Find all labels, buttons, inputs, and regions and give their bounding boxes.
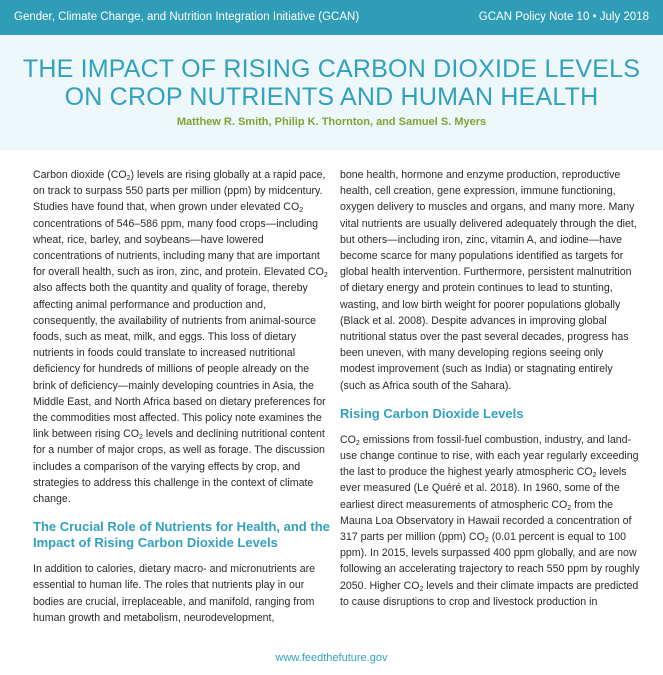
column-right (340, 167, 640, 610)
nutrients-paragraph: In addition to calories, dietary macro- and micronutrients are essential to human life. The roles that nutrients play in our bodies are crucial, irreplaceable, and manifold, ranging from human growth and metabolism, neurodevelopment, (33, 563, 316, 624)
section-heading-nutrients: The Crucial Role of Nutrients for Health, and the Impact of Rising Carbon Dioxide Levels (33, 519, 330, 551)
title-line-2: ON CROP NUTRIENTS AND HUMAN HEALTH (64, 83, 599, 111)
website-link[interactable]: www.feedthefuture.gov (275, 652, 388, 664)
intro-paragraph: Carbon dioxide $(CO_2)$ levels are rising globally at a rapid pace, on track to surpass 550 parts per million (ppm) by midcentury. Studies have found that, when grown under elevated $CO_2$ concentrations of 546–586 ppm, many food crops—including wheat, rice, barley, and soybeans—have lowered concentrations of nutrients, including many that are important for overall health, such as iron, zinc, and protein. Elevated $CO_2$ also affects both the quantity and quality of forage, thereby affecting animal performance and production and, consequently, the availability of nutrients from animal-source foods, such as meat, milk, and eggs. This loss of dietary nutrients in foods could translate to increased nutritional deficiency for hundreds of millions of people already on the brink of deficiency—mainly developing countries in Asia, the Middle East, and North Africa based on dietary preferences for the commodities most affected. This policy note examines the link between rising $CO_2$ levels and declining nutritional content for a number of major crops, as well as forage. The discussion includes a comparison of the varying effects by crop, and strategies to address this challenge in the context of climate change. (33, 169, 328, 506)
section-heading-co2: Rising Carbon Dioxide Levels (340, 405, 524, 421)
policy-note-number: GCAN Policy Note 10 • July 2018 (478, 11, 649, 23)
initiative-name: Gender, Climate Change, and Nutrition Integration Initiative (GCAN) (14, 11, 360, 23)
authors: Matthew R. Smith, Philip K. Thornton, and Samuel S. Myers (176, 116, 487, 128)
page-title (0, 55, 663, 111)
title-line-1: THE IMPACT OF RISING CARBON DIOXIDE LEVELS (22, 55, 641, 83)
nutrients-continued-paragraph: bone health, hormone and enzyme production, reproductive health, cell creation, gene expression, immune functioning, oxygen delivery to muscles and organs, and many more. Many vital nutrients are usually delivered adequately through the diet, but others—including iron, zinc, vitamin A, and iodine—have become scarce for many populations identified as targets for global health intervention. Furthermore, persistent malnutrition of dietary energy and protein continues to lead to stunting, wasting, and low birth weight for poorer populations globally (Black et al. 2008). Despite advances in improving global nutritional status over the past several decades, progress has been uneven, with many developing regions seeing only modest improvement (such as India) or stagnating entirely (such as Africa south of the Sahara). (340, 169, 637, 392)
co2-paragraph: $CO_2$ emissions from fossil-fuel combustion, industry, and land-use change continue to rise, with each year regularly exceeding the last to produce the highest yearly atmospheric $CO_2$ levels ever measured (Le Quéré et al. 2018). In 1960, some of the earliest direct measurements of atmospheric $CO_2$ from the Mauna Loa Observatory in Hawaii recorded a concentration of 317 parts per million (ppm) $CO_2$ (0.01 percent is equal to 100 ppm). In 2015, levels surpassed 400 ppm globally, and are now following an accelerating trajectory to reach 550 ppm by roughly 2050. Higher $CO_2$ levels and their climate impacts are predicted to cause disruptions to crop and livestock production in (340, 433, 640, 608)
column-left (33, 167, 333, 626)
header-bar (0, 0, 663, 35)
